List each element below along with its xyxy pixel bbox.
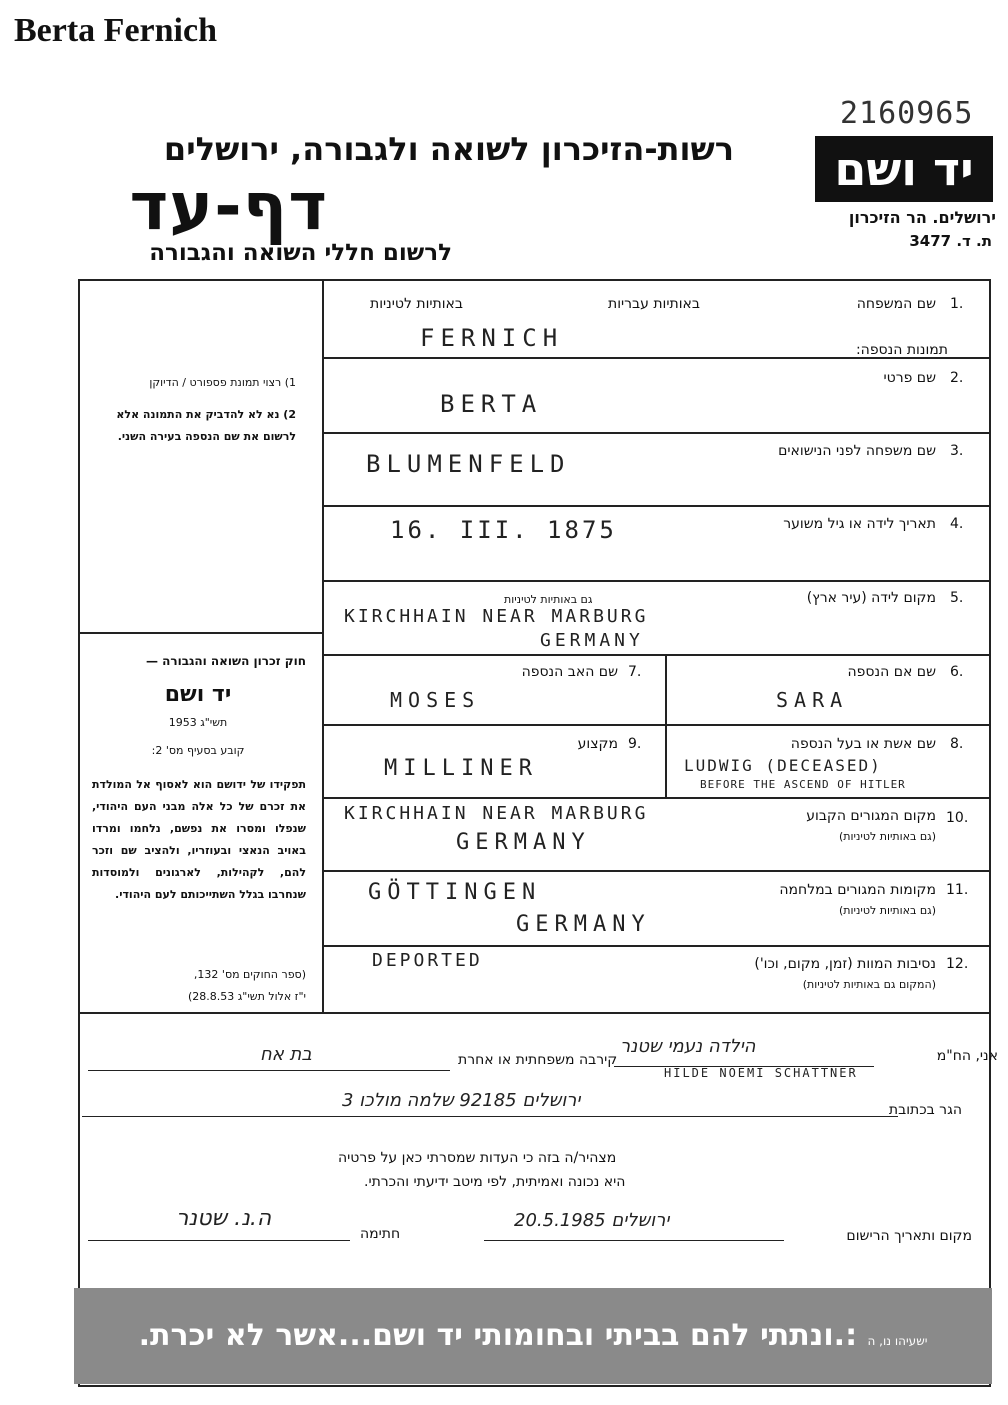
field-label-birth-date: תאריך לידה או גיל משוער [783, 516, 936, 532]
latin-letters-header: באותיות לטיניות [370, 296, 463, 312]
logo-address: ירושלים. הר הזיכרון [848, 208, 996, 227]
address-value: ירושלים 92185 שלמה מולכו 3 [342, 1090, 581, 1111]
row-divider [324, 870, 990, 872]
field-number: 8. [950, 736, 964, 752]
value-spouse-note: BEFORE THE ASCEND OF HITLER [700, 778, 906, 791]
relation-line [88, 1070, 450, 1071]
law-ref-2: י"ז אלול תשי"ג 28.8.53) [187, 990, 306, 1003]
row-divider [324, 580, 990, 582]
value-wartime-country: GERMANY [516, 912, 651, 937]
signature-label: חתימה [360, 1226, 401, 1242]
field-number: 2. [950, 370, 964, 386]
value-mother-name: SARA [776, 688, 849, 712]
field-label-maiden-name: שם משפחה לפני הנישואים [778, 443, 936, 459]
declarant-label: אני, הח"מ [936, 1048, 998, 1064]
field-label-profession: מקצוע [577, 736, 618, 752]
row-divider [324, 945, 990, 947]
law-ref-1: (ספר החוקים מס' 132, [193, 968, 306, 981]
form-subtitle: לרשום חללי השואה והגבורה [149, 240, 452, 266]
photo-note-2: 2) נא לא להדביק את התמונה אלא לרשום את שם הנספה בעירה השני. [116, 408, 296, 443]
value-birth-date: 16. III. 1875 [390, 516, 617, 544]
law-title: חוק זכרון השואה והגבורה — [145, 654, 306, 668]
declarant-latin-name: HILDE NOEMI SCHATTNER [664, 1066, 858, 1080]
form-title: דף-עד [129, 168, 328, 245]
row-divider [324, 797, 990, 799]
field-label-death-circumstances: נסיבות המוות (זמן, מקום, וכו') [754, 956, 936, 972]
field-number: 4. [950, 516, 964, 532]
place-date-label: מקום ותאריך הרישום [846, 1228, 972, 1244]
value-death-circumstances: DEPORTED [372, 950, 483, 971]
photo-note-1: 1) רצוי תמונת פספורט / הדיוקן [149, 376, 296, 389]
serial-number: 2160965 [840, 96, 974, 131]
value-family-name: FERNICH [420, 324, 564, 352]
field-sub-wartime-residence: (גם באותיות לטיניות) [839, 904, 936, 917]
field-label-wartime-residence: מקומות המגורים במלחמה [779, 882, 936, 898]
column-divider [322, 280, 324, 1013]
value-birth-country: GERMANY [540, 630, 644, 651]
statement-line-1: מצהיר/ה בזה כי העדות שמסרתי כאן על פרטיה [338, 1150, 617, 1166]
statement-line-2: היא נכונה ואמיתית, לפי מיטב ידיעתי והכרתי. [364, 1174, 626, 1190]
value-permanent-country: GERMANY [456, 830, 591, 855]
yad-vashem-logo: יד ושם [815, 136, 993, 202]
field-number: 11. [946, 882, 969, 898]
law-org: יד ושם [164, 682, 232, 707]
hebrew-letters-header: באותיות עבריות [608, 296, 700, 312]
relation-value: בת אח [260, 1044, 312, 1065]
address-label: הגר בכתובת [888, 1102, 962, 1118]
value-father-name: MOSES [390, 688, 481, 712]
field-sub-permanent-residence: (גם באותיות לטיניות) [839, 830, 936, 843]
page-heading: Berta Fernich [14, 12, 217, 49]
value-maiden-name: BLUMENFELD [366, 450, 571, 478]
field-sub-birth-place: גם באותיות לטיניות [504, 593, 593, 606]
field-label-permanent-residence: מקום המגורים הקבוע [806, 808, 936, 824]
place-date-value: ירושלים 20.5.1985 [514, 1210, 670, 1231]
value-profession: MILLINER [384, 756, 538, 781]
row-divider [324, 724, 990, 726]
authority-title: רשות-הזיכרון לשואה ולגבורה, ירושלים [163, 130, 734, 168]
law-section: קובע בסעיף מס' 2: [151, 744, 245, 757]
value-permanent-residence: KIRCHHAIN NEAR MARBURG [344, 803, 649, 824]
quote-banner [74, 1288, 992, 1384]
field-label-birth-place: מקום לידה (עיר ארץ) [806, 590, 936, 606]
signature-line [88, 1240, 350, 1241]
banner-quote: :.ונתתי להם בביתי ובחומותי יד ושם...אשר לא יכרת. [138, 1318, 858, 1353]
logo-reference: ת. ד. 3477 [909, 232, 992, 250]
field-label-mother-name: שם אם הנספה [847, 664, 936, 680]
declarant-line [614, 1066, 874, 1067]
field-label-first-name: שם פרטי [883, 370, 936, 386]
value-first-name: BERTA [440, 390, 543, 418]
row-divider [324, 654, 990, 656]
address-line [82, 1116, 898, 1117]
law-text: תפקידו של ידושם הוא לאסוף אל המולדת את זכרם של כל אלה מבני העם היהודי, שנפלו ומסרו את נפשם, נלחמו ומרדו באויב הנאצי ובעוזריו, ולהציב שם וזכר להם, לקהילות, לארגונים ולמוסדות שנחרבו בגלל השתייכותם לעם היהודי. [92, 778, 306, 901]
declarant-hebrew-name: הילדה נעמי שטנר [620, 1036, 756, 1057]
field-number: 12. [946, 956, 969, 972]
value-wartime-residence: GÖTTINGEN [368, 880, 542, 905]
photo-box-title: תמונות הנספה: [855, 342, 948, 358]
field-number: 10. [946, 810, 969, 826]
row-divider [324, 505, 990, 507]
field-number: 9. [628, 736, 642, 752]
split-divider [665, 656, 667, 797]
row-divider [324, 432, 990, 434]
banner-citation: ישעיהו נו, ה [867, 1334, 928, 1348]
place-date-line [484, 1240, 784, 1241]
value-birth-place: KIRCHHAIN NEAR MARBURG [344, 606, 649, 627]
fields-bottom-divider [80, 1012, 990, 1014]
field-label-father-name: שם האב הנספה [521, 664, 618, 680]
law-year: תשי"ג 1953 [168, 716, 228, 729]
relation-label: קירבה משפחתית או אחרת [458, 1052, 618, 1068]
photo-box-divider [80, 632, 322, 634]
field-number: 7. [628, 664, 642, 680]
signature-value: ה.נ. שטנר [176, 1206, 272, 1231]
value-spouse-name: LUDWIG (DECEASED) [684, 756, 882, 775]
field-number: 3. [950, 443, 964, 459]
field-number: 6. [950, 664, 964, 680]
field-number: 1. [950, 296, 964, 312]
field-number: 5. [950, 590, 964, 606]
field-label-spouse-name: שם אשת או בעל הנספה [790, 736, 936, 752]
field-label-family-name: שם המשפחה [856, 296, 936, 312]
field-sub-death-circumstances: (המקום גם באותיות לטיניות) [802, 978, 936, 991]
